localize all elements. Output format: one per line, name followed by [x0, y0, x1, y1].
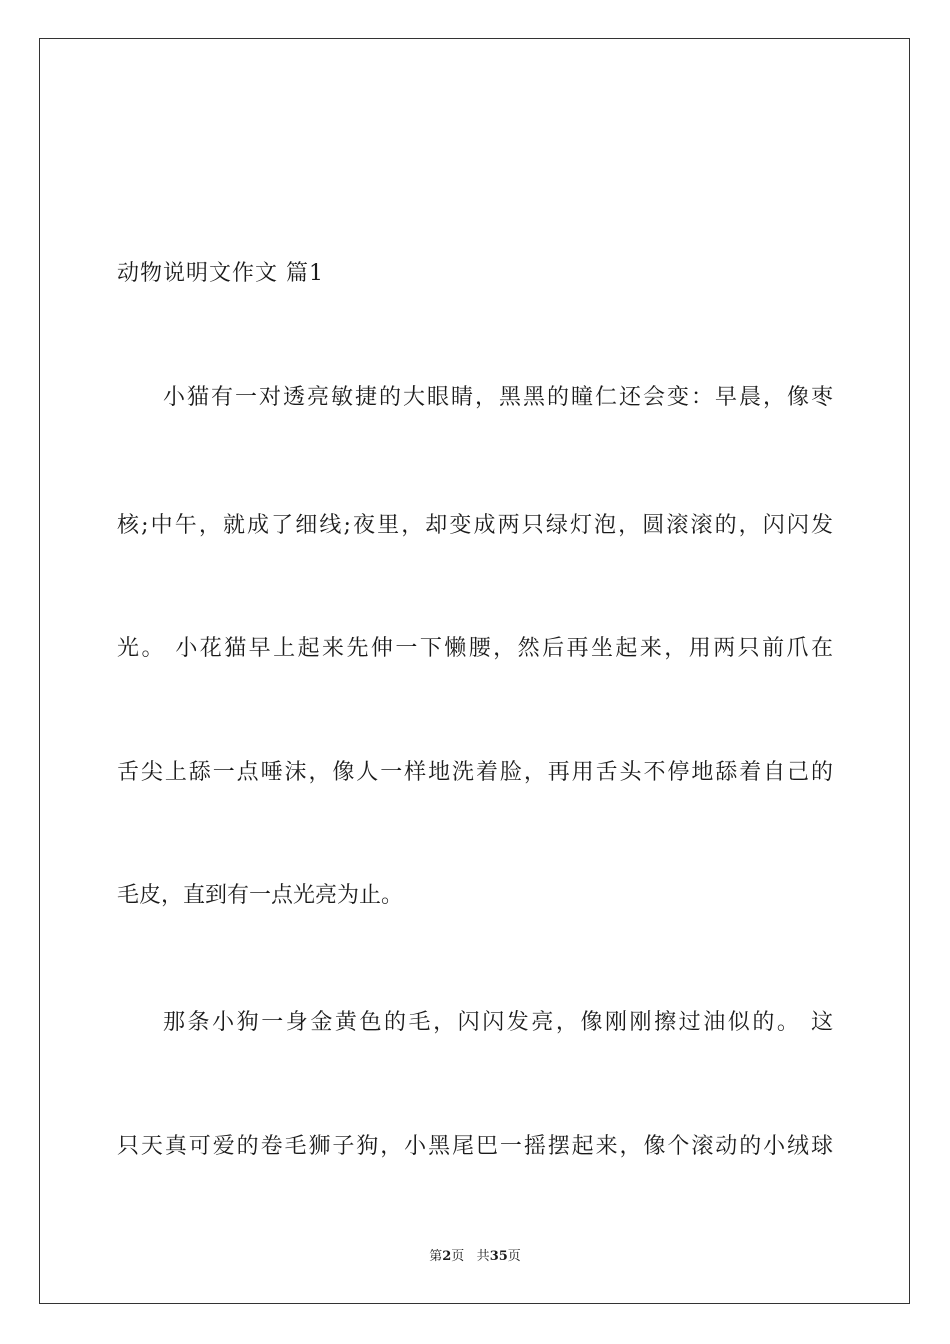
footer-page-unit: 页	[451, 1249, 465, 1264]
total-pages-number: 35	[489, 1249, 508, 1264]
current-page-number: 2	[442, 1249, 452, 1264]
paragraph-1-line-2: 核;中午，就成了细线;夜里，却变成两只绿灯泡，圆滚滚的，闪闪发	[117, 513, 833, 538]
paragraph-1-line-3: 光。 小花猫早上起来先伸一下懒腰，然后再坐起来，用两只前爪在	[117, 636, 833, 661]
footer-total-unit: 页	[507, 1249, 521, 1264]
paragraph-1-line-4: 舌尖上舔一点唾沫，像人一样地洗着脸，再用舌头不停地舔着自己的	[117, 760, 833, 785]
paragraph-2-line-1: 那条小狗一身金黄色的毛，闪闪发亮，像刚刚擦过油似的。 这	[163, 1010, 833, 1035]
paragraph-2-line-2: 只天真可爱的卷毛狮子狗，小黑尾巴一摇摆起来，像个滚动的小绒球	[117, 1134, 833, 1159]
footer-prefix: 第	[429, 1249, 443, 1264]
page-footer	[0, 1248, 950, 1266]
paragraph-1-line-5: 毛皮，直到有一点光亮为止。	[117, 883, 404, 908]
paragraph-1-line-1: 小猫有一对透亮敏捷的大眼睛，黑黑的瞳仁还会变：早晨，像枣	[163, 385, 833, 410]
document-title: 动物说明文作文 篇1	[117, 261, 324, 286]
footer-total-prefix: 共	[476, 1249, 490, 1264]
page-frame	[39, 38, 910, 1304]
